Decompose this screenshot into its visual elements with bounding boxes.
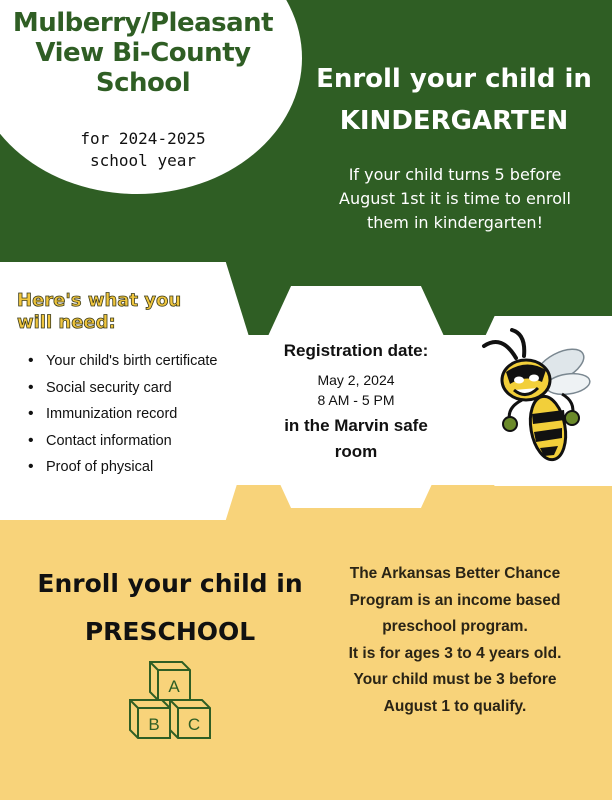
needs-heading: Here's what you will need: [17, 290, 182, 333]
yellow-jacket-mascot-icon [476, 328, 596, 466]
school-year: for 2024-2025 school year [80, 129, 206, 170]
needs-item-immunization: • Immunization record [28, 401, 243, 428]
school-name: Mulberry/Pleasant View Bi-County School [12, 8, 274, 98]
preschool-program-text: The Arkansas Better Chance Program is an income based preschool program. It is for ages 3 to 4 years old. Your child must be 3 before August 1 to qualify. [348, 565, 562, 715]
registration-place: in the Marvin safe room [284, 416, 428, 461]
needs-item-birth-certificate: • Your child's birth certificate [28, 348, 243, 375]
needs-list [28, 348, 243, 481]
block-letter-c: C [187, 715, 201, 734]
block-letter-a: A [168, 677, 180, 696]
preschool-heading: Enroll your child in PRESCHOOL [37, 569, 303, 646]
registration-title: Registration date: [283, 341, 429, 360]
kindergarten-heading: Enroll your child in KINDERGARTEN [316, 64, 592, 136]
registration-block [258, 338, 454, 465]
needs-item-contact: • Contact information [28, 428, 243, 455]
abc-blocks-icon [128, 658, 212, 740]
kindergarten-text: If your child turns 5 before August 1st it is time to enroll them in kindergarten! [339, 165, 571, 232]
needs-item-physical: • Proof of physical [28, 454, 243, 481]
block-letter-b: B [148, 715, 160, 734]
needs-item-social-security: • Social security card [28, 375, 243, 402]
registration-date: May 2, 2024 [317, 372, 395, 388]
registration-time: 8 AM - 5 PM [317, 392, 395, 408]
